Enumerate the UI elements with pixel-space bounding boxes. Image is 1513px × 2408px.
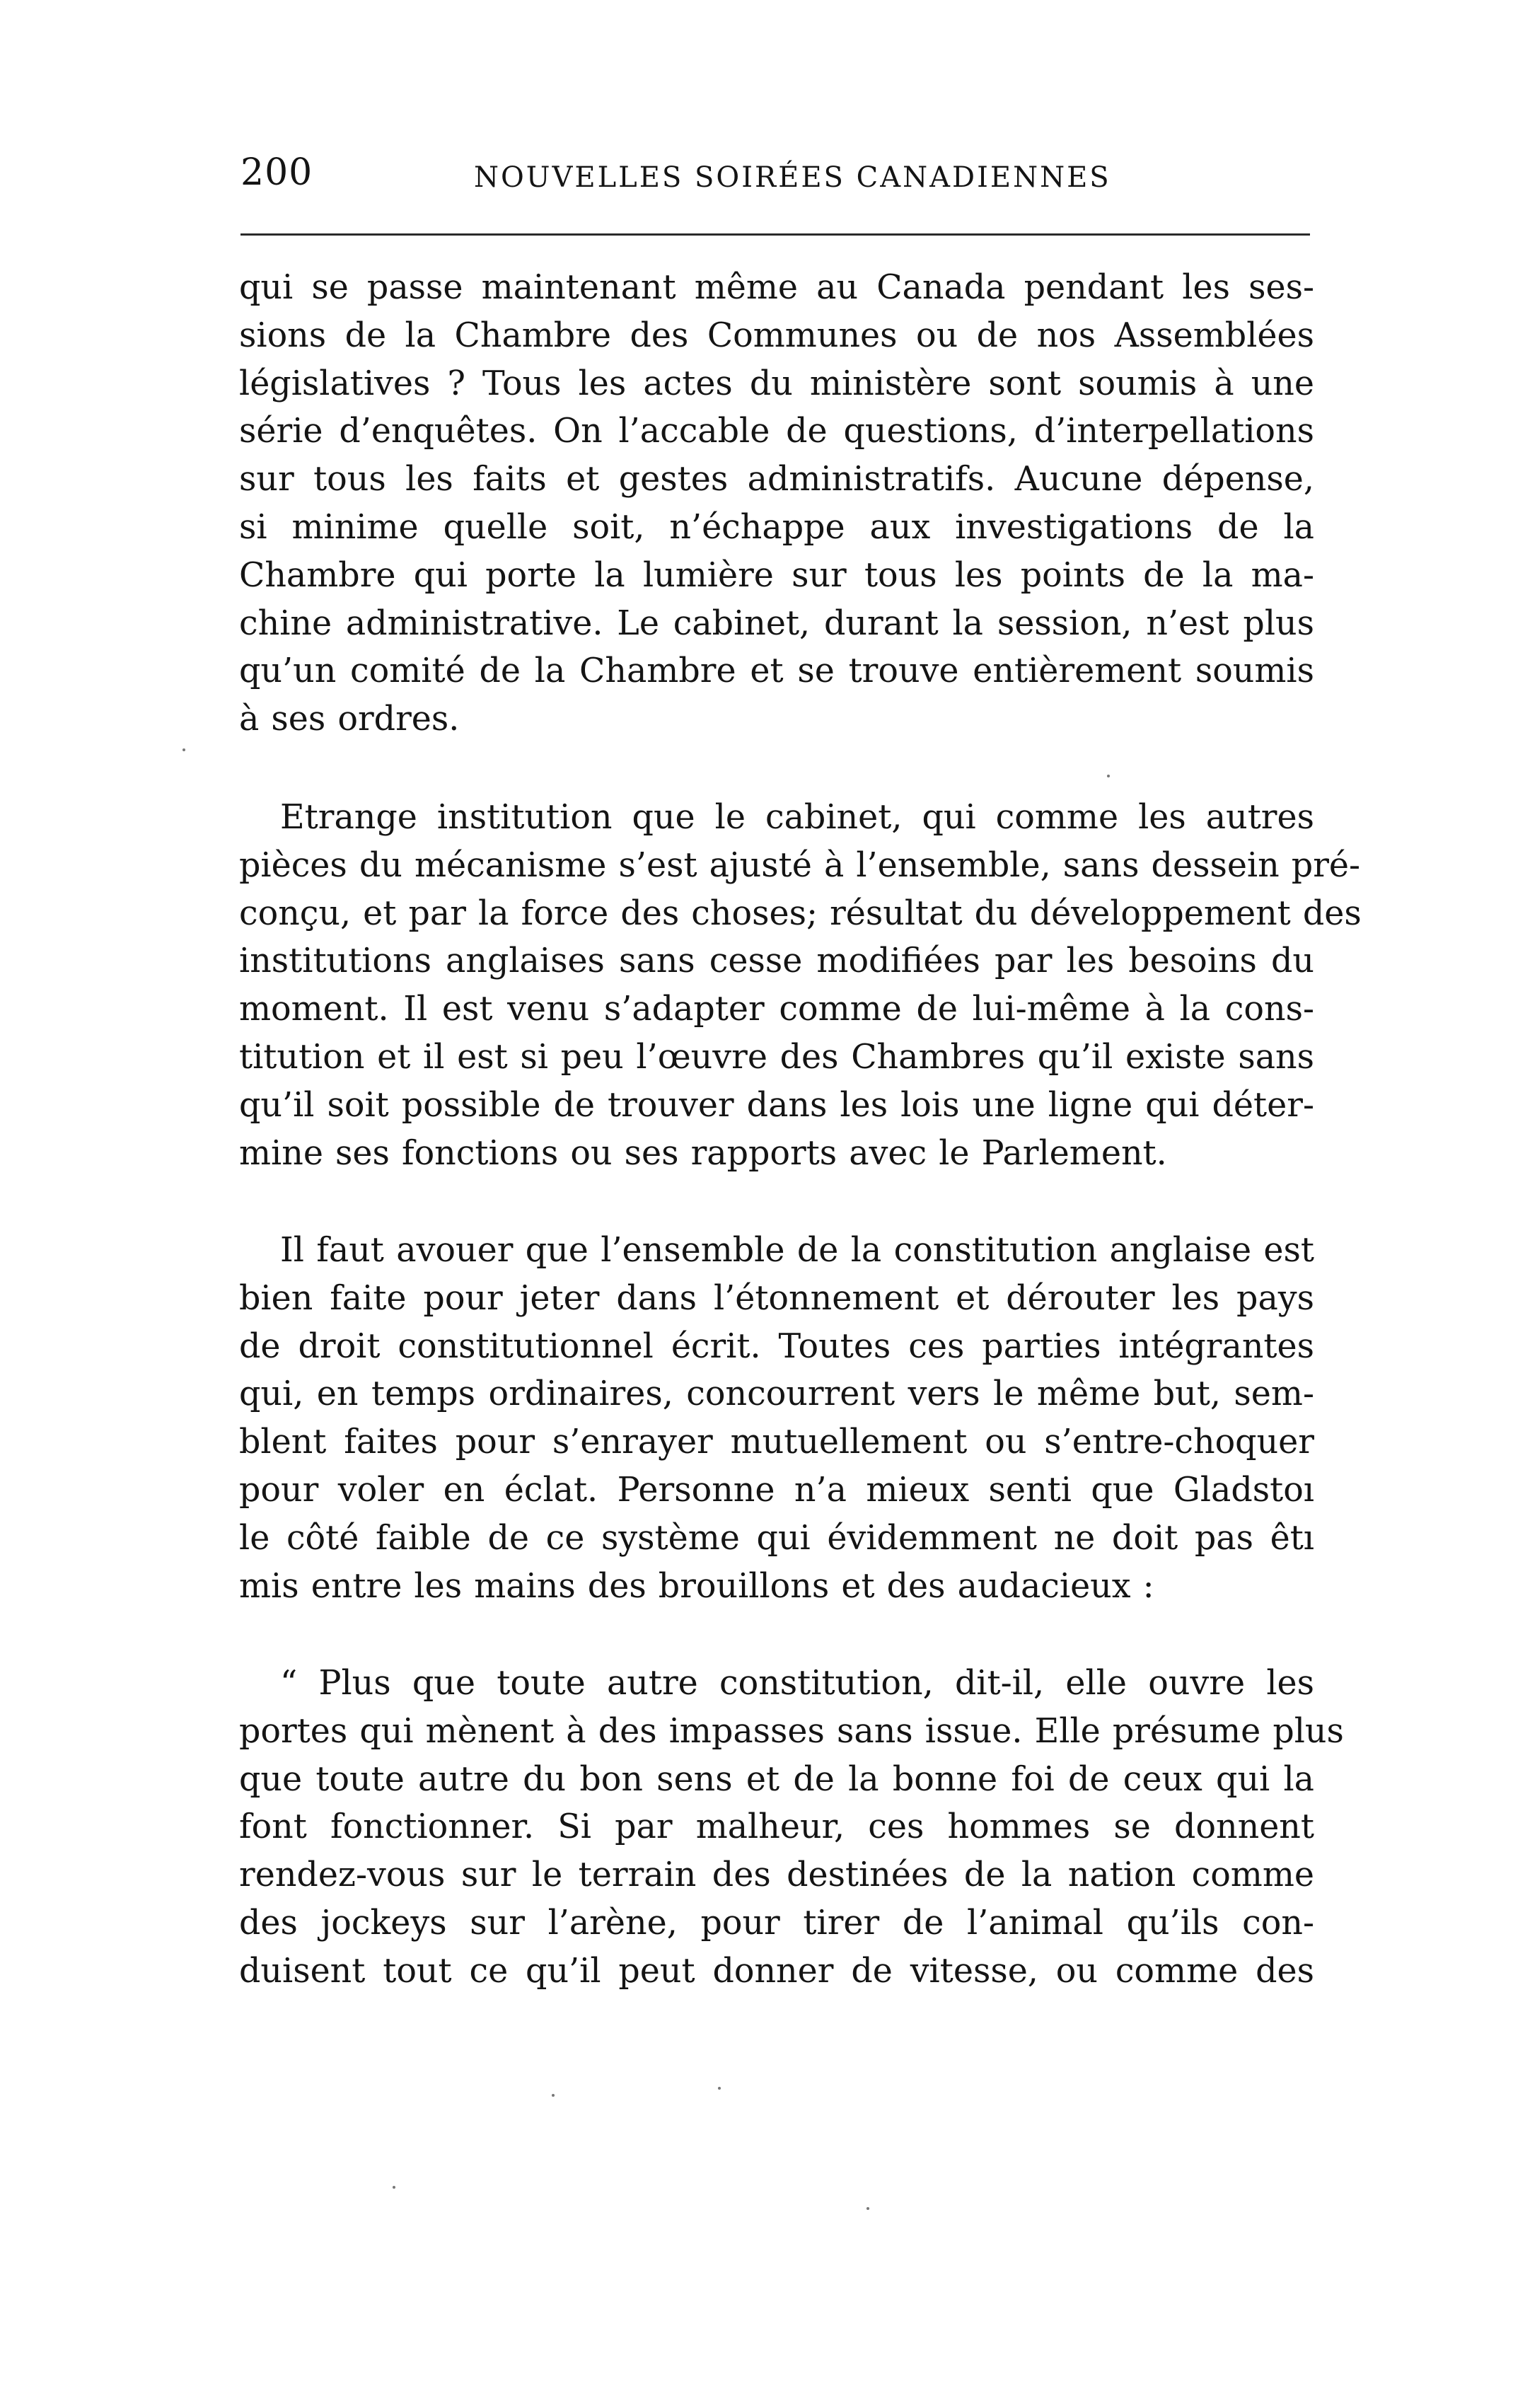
text-line: des jockeys sur l’arène, pour tirer de l’animal qu’ils con- bbox=[239, 1903, 1314, 1943]
text-line: rendez-vous sur le terrain des destinées de la nation comme bbox=[239, 1856, 1314, 1895]
text-line: si minime quelle soit, n’échappe aux investigations de la bbox=[239, 507, 1314, 547]
text-line: qu’un comité de la Chambre et se trouve entièrement soumis bbox=[239, 652, 1314, 691]
scan-speck bbox=[182, 748, 185, 751]
text-line: qui, en temps ordinaires, concourrent vers le même but, sem- bbox=[239, 1374, 1314, 1414]
text-line: pour voler en éclat. Personne n’a mieux senti que Gladstoı bbox=[239, 1470, 1314, 1510]
paragraph bbox=[239, 794, 1362, 1177]
paragraph bbox=[239, 264, 1314, 743]
text-line: de droit constitutionnel écrit. Toutes ces parties intégrantes bbox=[239, 1326, 1314, 1366]
text-line: série d’enquêtes. On l’accable de questions, d’interpellations bbox=[239, 412, 1314, 451]
text-line: institutions anglaises sans cesse modifiées par les besoins du bbox=[239, 942, 1314, 981]
text-line: Il faut avouer que l’ensemble de la constitution anglaise est bbox=[280, 1231, 1314, 1270]
text-line: font fonctionner. Si par malheur, ces hommes se donnent bbox=[239, 1807, 1314, 1847]
paragraph bbox=[239, 1660, 1344, 1996]
text-line: Etrange institution que le cabinet, qui comme les autres bbox=[280, 798, 1314, 837]
text-line: sur tous les faits et gestes administratifs. Aucune dépense, bbox=[239, 460, 1314, 499]
header-rule bbox=[240, 233, 1310, 236]
text-line: “ Plus que toute autre constitution, dit-il, elle ouvre les bbox=[280, 1664, 1314, 1703]
scan-speck bbox=[866, 2207, 869, 2210]
text-line: bien faite pour jeter dans l’étonnement et dérouter les pays bbox=[239, 1278, 1314, 1318]
text-line: que toute autre du bon sens et de la bonne foi de ceux qui la bbox=[239, 1759, 1314, 1799]
text-line: législatives ? Tous les actes du ministère sont soumis à une bbox=[239, 364, 1314, 403]
text-line: moment. Il est venu s’adapter comme de lui-même à la cons- bbox=[239, 990, 1314, 1029]
running-header bbox=[240, 151, 1309, 215]
text-line: Chambre qui porte la lumière sur tous les points de la ma- bbox=[239, 555, 1314, 595]
text-line: portes qui mènent à des impasses sans issue. Elle présume plus bbox=[239, 1711, 1344, 1751]
text-line: blent faites pour s’enrayer mutuellement ou s’entre-choquer bbox=[239, 1423, 1314, 1462]
text-line: qui se passe maintenant même au Canada pendant les ses- bbox=[239, 268, 1314, 307]
text-line: sions de la Chambre des Communes ou de nos Assemblées bbox=[239, 316, 1314, 355]
text-line: le côté faible de ce système qui évidemment ne doit pas êtı bbox=[239, 1518, 1314, 1558]
page-number: 200 bbox=[240, 151, 313, 194]
scan-speck bbox=[552, 2094, 555, 2097]
text-line: conçu, et par la force des choses; résultat du développement des bbox=[239, 893, 1362, 933]
scan-speck bbox=[393, 2186, 395, 2189]
text-line: qu’il soit possible de trouver dans les lois une ligne qui déter- bbox=[239, 1085, 1314, 1125]
text-line: mis entre les mains des brouillons et des audacieux : bbox=[239, 1566, 1154, 1606]
text-line: chine administrative. Le cabinet, durant la session, n’est plus bbox=[239, 603, 1314, 643]
text-line: mine ses fonctions ou ses rapports avec le Parlement. bbox=[239, 1133, 1167, 1173]
text-line: titution et il est si peu l’œuvre des Chambres qu’il existe sans bbox=[239, 1037, 1314, 1077]
running-title: NOUVELLES SOIRÉES CANADIENNES bbox=[474, 161, 1111, 194]
scan-speck bbox=[718, 2087, 721, 2090]
scan-speck bbox=[1107, 775, 1110, 777]
paragraph bbox=[239, 1227, 1314, 1610]
text-line: duisent tout ce qu’il peut donner de vitesse, ou comme des bbox=[239, 1951, 1314, 1991]
text-line: à ses ordres. bbox=[239, 700, 460, 739]
text-line: pièces du mécanisme s’est ajusté à l’ensemble, sans dessein pré- bbox=[239, 845, 1361, 885]
